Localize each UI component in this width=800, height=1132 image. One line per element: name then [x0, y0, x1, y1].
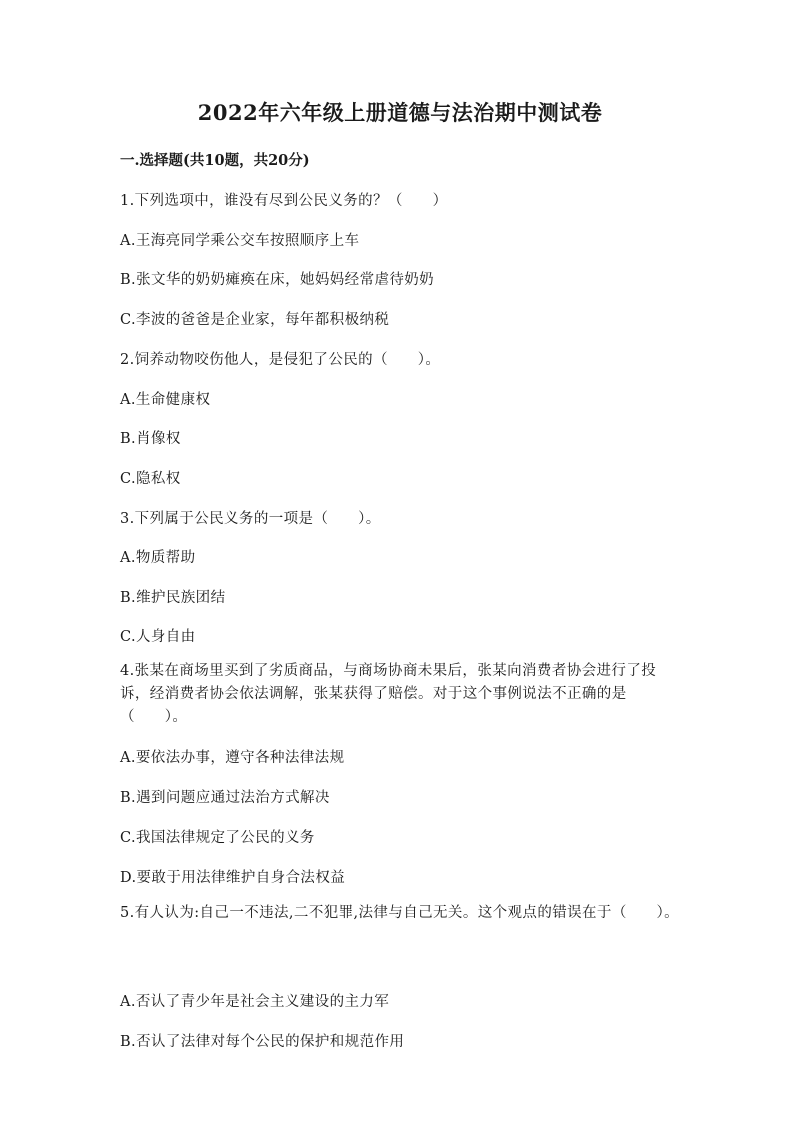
- section-heading: 一.选择题(共10题，共20分): [120, 152, 310, 169]
- question-2-option-a: A.生命健康权: [120, 392, 211, 408]
- question-5-stem: 5.有人认为:自己一不违法,二不犯罪,法律与自己无关。这个观点的错误在于（ ）。: [120, 905, 680, 921]
- question-4-stem: 4.张某在商场里买到了劣质商品，与商场协商未果后，张某向消费者协会进行了投诉，经消费者协会依法调解，张某获得了赔偿。对于这个事例说法不正确的是（ ）。: [120, 663, 657, 725]
- question-2-option-b: B.肖像权: [120, 431, 181, 447]
- question-4-option-c: C.我国法律规定了公民的义务: [120, 830, 315, 846]
- question-1-option-b: B.张文华的奶奶瘫痪在床，她妈妈经常虐待奶奶: [120, 272, 435, 288]
- question-4-option-b: B.遇到问题应通过法治方式解决: [120, 790, 330, 806]
- question-3-stem: 3.下列属于公民义务的一项是（ ）。: [120, 511, 381, 527]
- question-1-stem: 1.下列选项中，谁没有尽到公民义务的？（ ）: [120, 193, 448, 209]
- question-5-option-a: A.否认了青少年是社会主义建设的主力军: [120, 994, 390, 1010]
- question-1-option-c: C.李波的爸爸是企业家，每年都积极纳税: [120, 312, 390, 328]
- question-3-option-a: A.物质帮助: [120, 550, 196, 566]
- exam-title: 2022年六年级上册道德与法治期中测试卷: [197, 100, 603, 125]
- question-4-option-d: D.要敢于用法律维护自身合法权益: [120, 870, 346, 886]
- question-3-option-b: B.维护民族团结: [120, 590, 226, 606]
- question-1-option-a: A.王海亮同学乘公交车按照顺序上车: [120, 233, 360, 249]
- question-2-stem: 2.饲养动物咬伤他人，是侵犯了公民的（ ）。: [120, 352, 441, 368]
- question-5-option-b: B.否认了法律对每个公民的保护和规范作用: [120, 1034, 405, 1050]
- question-2-option-c: C.隐私权: [120, 471, 181, 487]
- question-3-option-c: C.人身自由: [120, 629, 196, 645]
- question-4-option-a: A.要依法办事，遵守各种法律法规: [120, 750, 345, 766]
